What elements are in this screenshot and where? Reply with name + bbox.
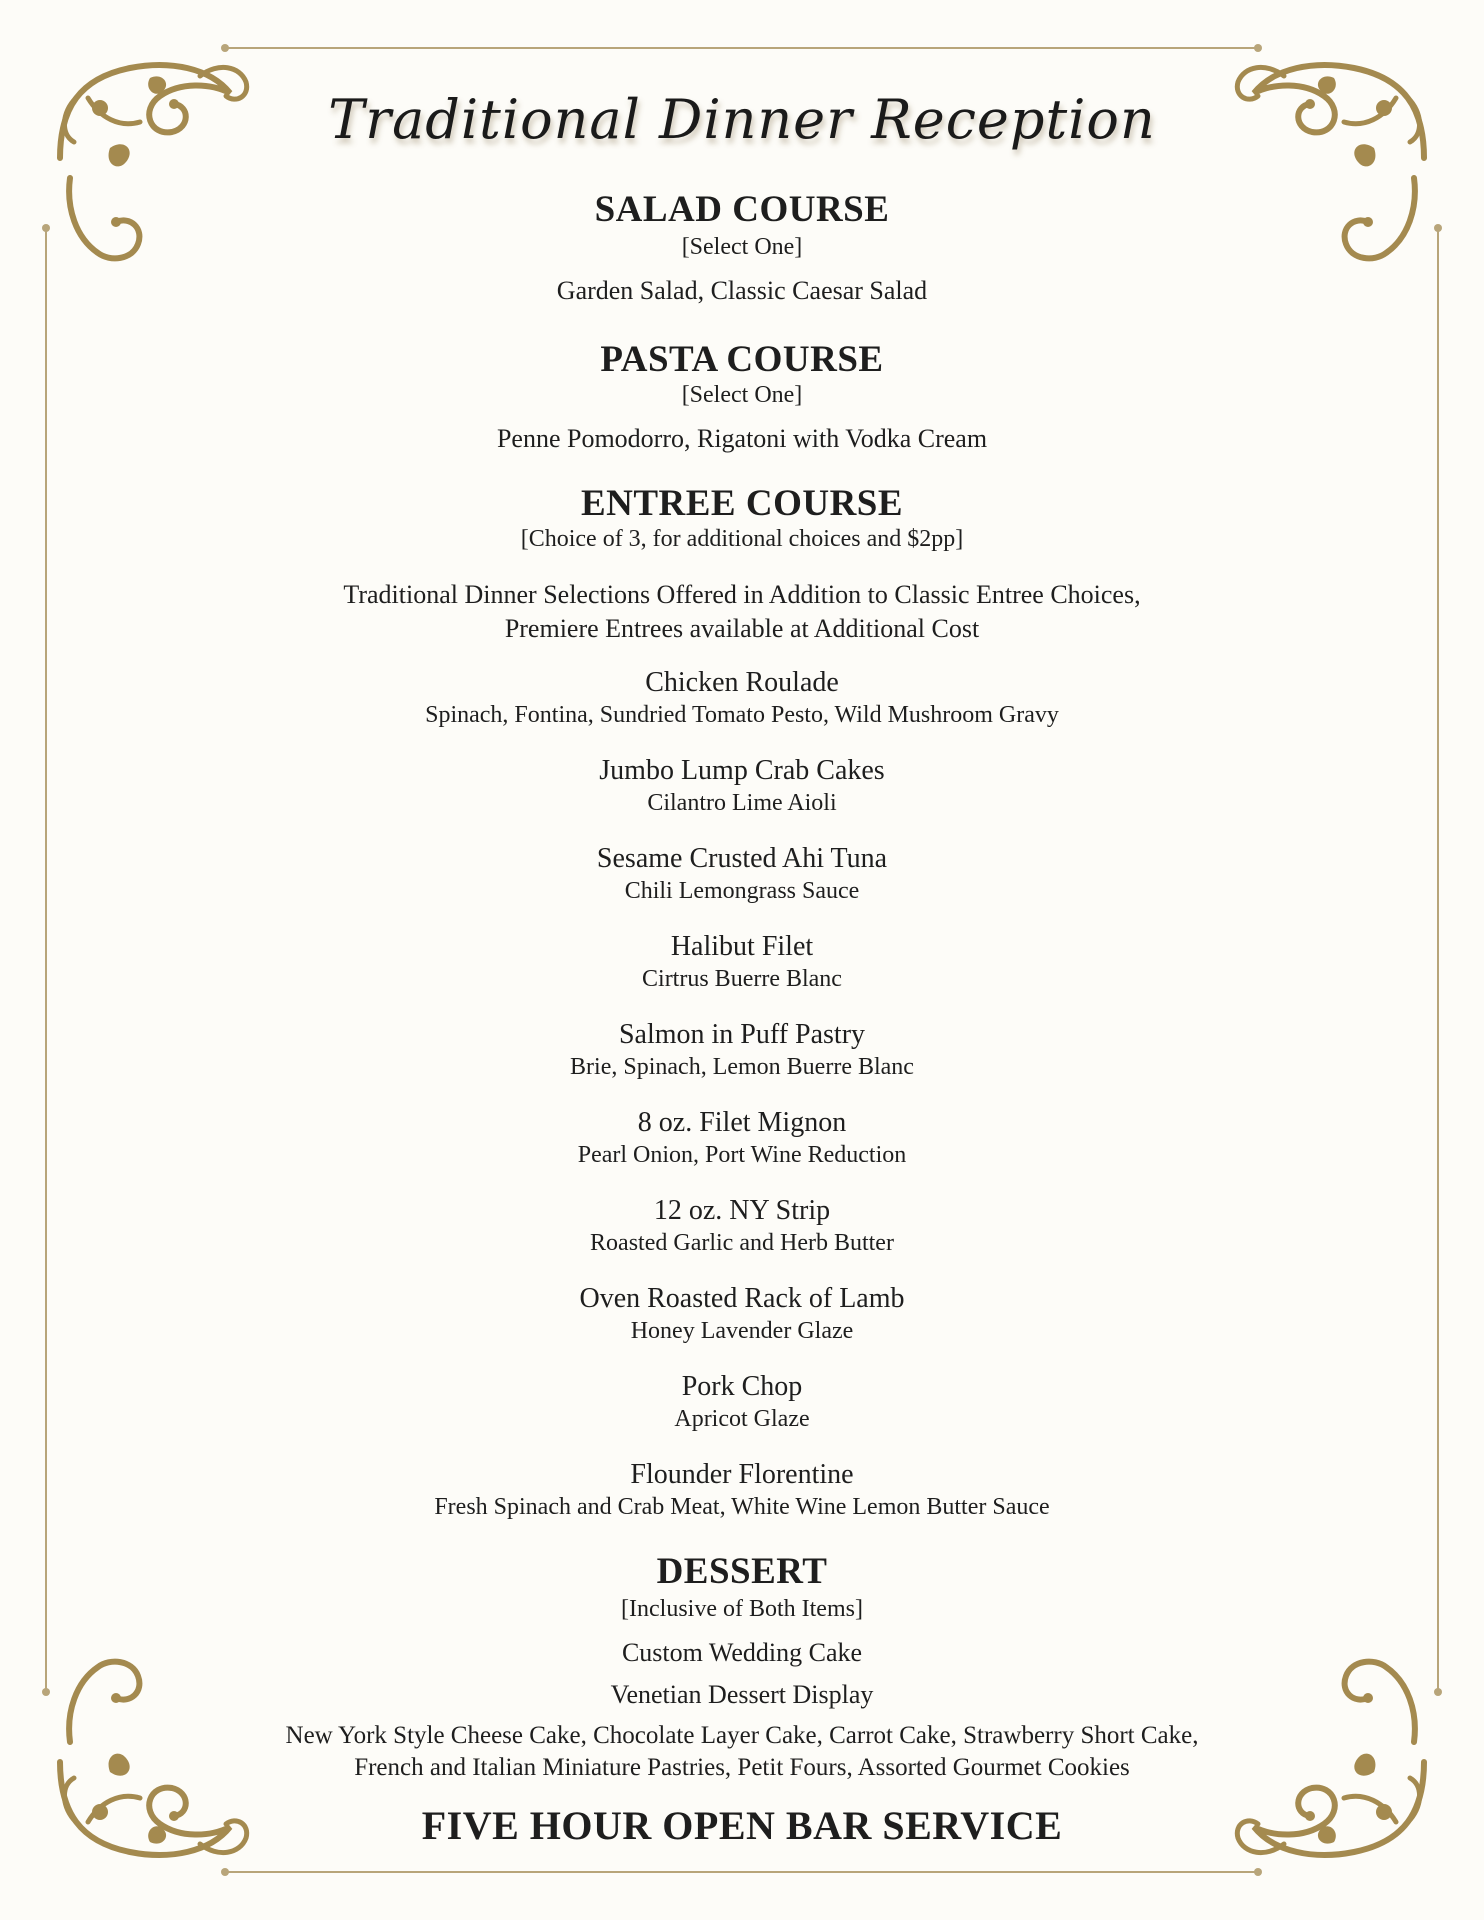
dish-name: Flounder Florentine <box>630 1459 854 1490</box>
entree-course-note: [Choice of 3, for additional choices and $2pp] <box>520 526 964 552</box>
pasta-course-note: [Select One] <box>681 382 803 408</box>
dish-description: Cilantro Lime Aioli <box>647 790 837 816</box>
dessert-item-cake: Custom Wedding Cake <box>621 1638 863 1667</box>
dish-name: 8 oz. Filet Mignon <box>637 1107 847 1138</box>
dish-description: Chili Lemongrass Sauce <box>624 878 860 904</box>
dish-description: Cirtrus Buerre Blanc <box>642 966 842 992</box>
dish-name: 12 oz. NY Strip <box>653 1195 831 1226</box>
entree-course-heading: ENTREE COURSE <box>580 483 904 524</box>
dish-name: Sesame Crusted Ahi Tuna <box>596 843 888 874</box>
dish-name: Salmon in Puff Pastry <box>618 1019 866 1050</box>
open-bar-heading: FIVE HOUR OPEN BAR SERVICE <box>421 1803 1063 1848</box>
dish-name: Oven Roasted Rack of Lamb <box>579 1283 905 1314</box>
entree-intro-line1: Traditional Dinner Selections Offered in Addition to Classic Entree Choices, <box>343 580 1141 609</box>
dish-description: Brie, Spinach, Lemon Buerre Blanc <box>570 1054 914 1080</box>
dish-description: Honey Lavender Glaze <box>630 1318 854 1344</box>
dish-description: Fresh Spinach and Crab Meat, White Wine Lemon Butter Sauce <box>434 1494 1050 1520</box>
pasta-course-items: Penne Pomodorro, Rigatoni with Vodka Cream <box>496 424 988 453</box>
salad-course-heading: SALAD COURSE <box>594 189 890 230</box>
pasta-course-heading: PASTA COURSE <box>600 339 884 380</box>
dish-name: Pork Chop <box>681 1371 803 1402</box>
dessert-heading: DESSERT <box>656 1551 828 1592</box>
salad-course-items: Garden Salad, Classic Caesar Salad <box>556 276 928 305</box>
dish-name: Chicken Roulade <box>645 667 839 698</box>
dessert-list-line2: French and Italian Miniature Pastries, Petit Fours, Assorted Gourmet Cookies <box>354 1754 1130 1781</box>
dessert-note: [Inclusive of Both Items] <box>621 1596 863 1622</box>
dish-description: Pearl Onion, Port Wine Reduction <box>577 1142 907 1168</box>
dish-name: Halibut Filet <box>670 931 814 962</box>
salad-course-note: [Select One] <box>681 234 803 260</box>
entree-intro-line2: Premiere Entrees available at Additional Cost <box>504 614 980 643</box>
dish-description: Spinach, Fontina, Sundried Tomato Pesto, Wild Mushroom Gravy <box>425 702 1059 728</box>
dish-name: Jumbo Lump Crab Cakes <box>599 755 885 786</box>
dish-description: Apricot Glaze <box>674 1406 810 1432</box>
dessert-list-line1: New York Style Cheese Cake, Chocolate Layer Cake, Carrot Cake, Strawberry Short Cake, <box>285 1722 1199 1749</box>
dessert-item-display: Venetian Dessert Display <box>610 1680 874 1709</box>
menu-title: Traditional Dinner Reception <box>328 88 1156 151</box>
dish-description: Roasted Garlic and Herb Butter <box>590 1230 894 1256</box>
